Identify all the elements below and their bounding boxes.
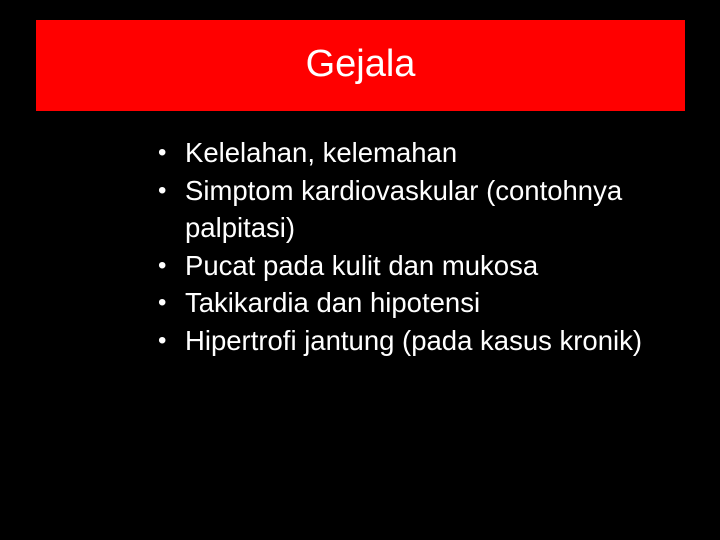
bullet-icon: •: [158, 176, 167, 204]
bullet-icon: •: [158, 139, 167, 166]
bullet-text: Pucat pada kulit dan mukosa: [185, 249, 539, 281]
bullet-item: [158, 322, 706, 360]
bullet-text: Hipertrofi jantung (pada kasus kronik): [185, 324, 643, 356]
bullet-text: Kelelahan, kelemahan: [185, 137, 458, 168]
bullet-text: Takikardia dan hipotensi: [185, 287, 481, 318]
bullet-item: [158, 284, 706, 322]
bullet-text: Simptom kardiovaskular (contohnya palpitasi): [185, 174, 623, 243]
bullet-icon: •: [158, 326, 167, 354]
title-bar: [36, 20, 685, 111]
bullet-icon: •: [158, 251, 167, 279]
bullet-item: [158, 172, 706, 247]
slide-title: Gejala: [305, 42, 416, 85]
bullet-list: [158, 134, 706, 359]
bullet-item: [158, 247, 706, 285]
bullet-item: [158, 134, 706, 172]
bullet-icon: •: [158, 289, 167, 316]
